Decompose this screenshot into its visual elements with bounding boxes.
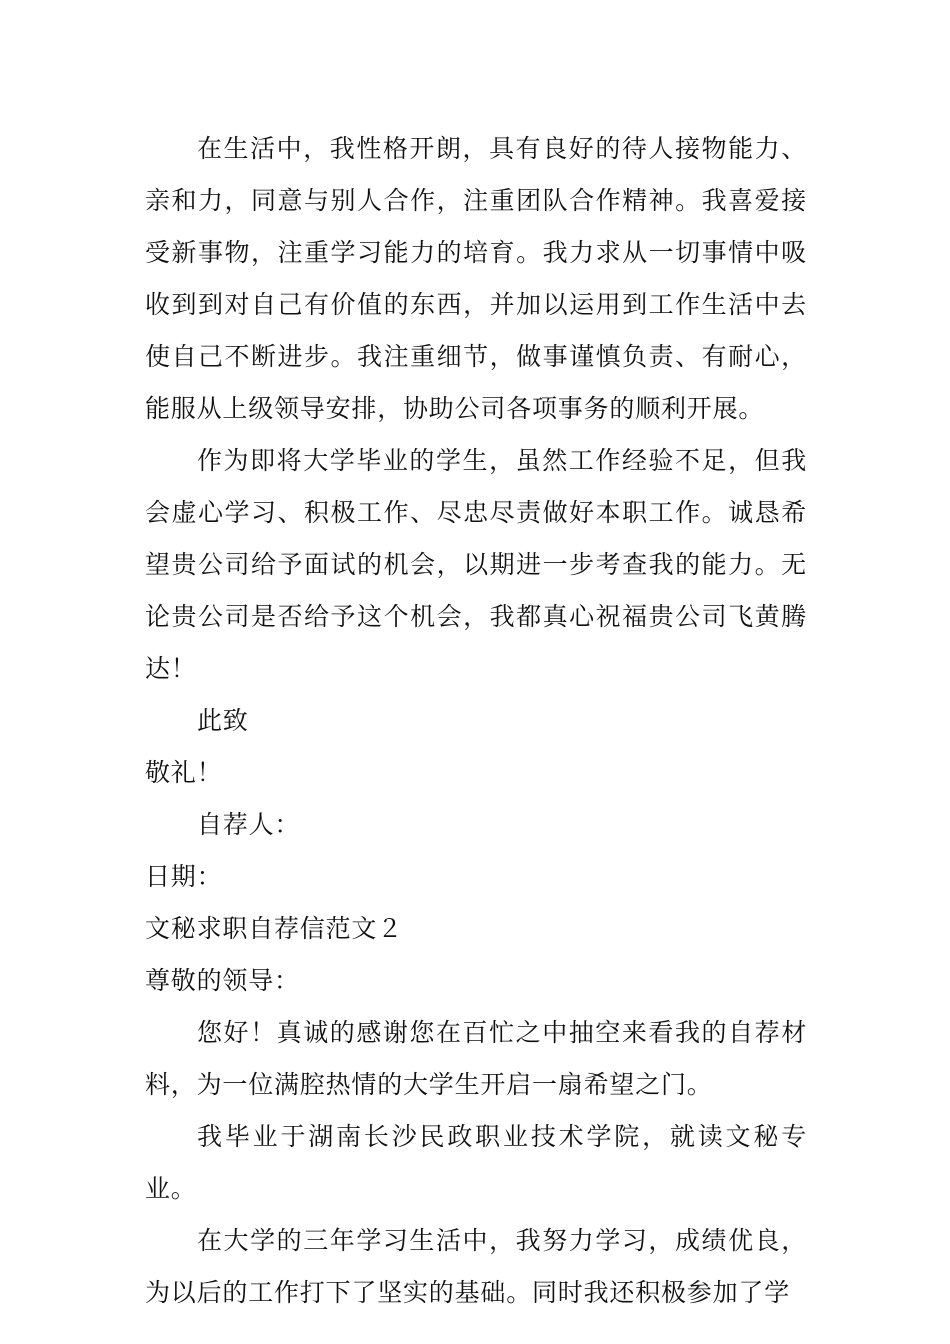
section-title: 文秘求职自荐信范文２ <box>145 914 404 943</box>
paragraph-closing-wish: 作为即将大学毕业的学生，虽然工作经验不足，但我会虚心学习、积极工作、尽忠尽责做好本职工作。诚恳希望贵公司给予面试的机会，以期进一步考查我的能力。无论贵公司是否给予这个机会，我都真心祝福贵公司飞黄腾达！ <box>145 446 807 683</box>
salutation-cizhi: 此致 <box>197 706 249 735</box>
paragraph-study: 在大学的三年学习生活中，我努力学习，成绩优良，为以后的工作打下了坚实的基础。同时我还积极参加了学 <box>145 1226 807 1307</box>
document-body <box>145 123 807 1319</box>
date-label: 日期： <box>145 862 223 891</box>
paragraph-intro: 您好！真诚的感谢您在百忙之中抽空来看我的自荐材料，为一位满腔热情的大学生开启一扇希望之门。 <box>145 1018 807 1099</box>
greeting: 尊敬的领导： <box>145 966 300 995</box>
salutation-jingli: 敬礼！ <box>145 758 223 787</box>
paragraph-personality: 在生活中，我性格开朗，具有良好的待人接物能力、亲和力，同意与别人合作，注重团队合作精神。我喜爱接受新事物，注重学习能力的培育。我力求从一切事情中吸收到到对自己有价值的东西，并加以运用到工作生活中去使自己不断进步。我注重细节，做事谨慎负责、有耐心，能服从上级领导安排，协助公司各项事务的顺利开展。 <box>145 134 807 423</box>
paragraph-graduation: 我毕业于湖南长沙民政职业技术学院，就读文秘专业。 <box>145 1122 807 1203</box>
signature-label: 自荐人： <box>197 810 301 839</box>
